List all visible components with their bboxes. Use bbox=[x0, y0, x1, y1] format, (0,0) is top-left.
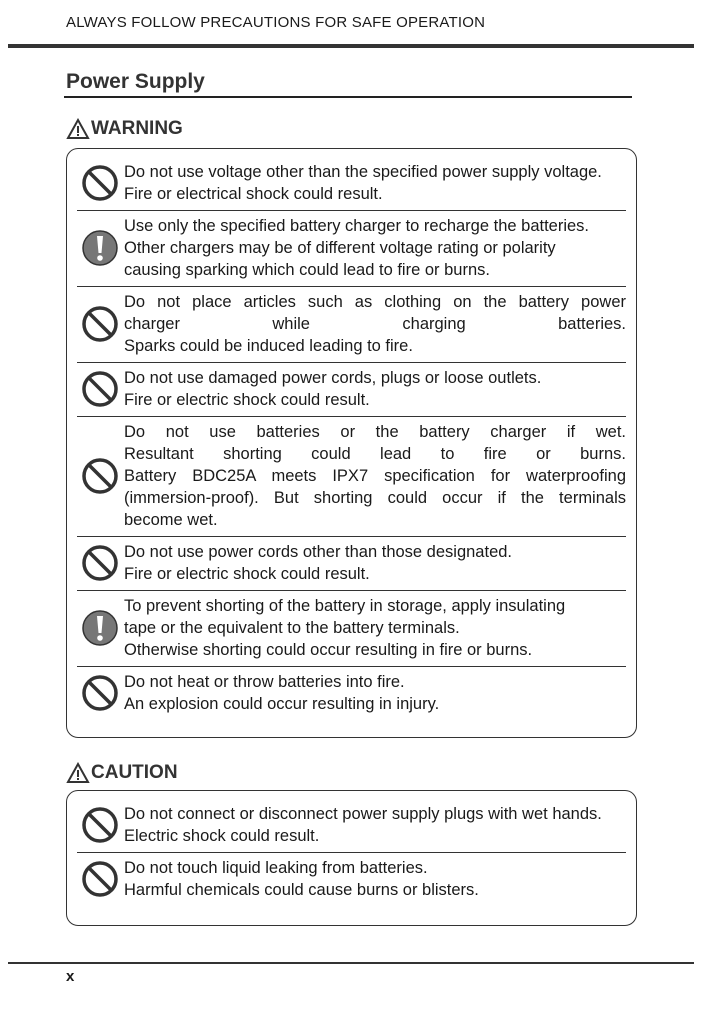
text-line: Do not place articles such as clothing on the battery power bbox=[124, 293, 626, 311]
text-line: To prevent shorting of the battery in storage, apply insulating bbox=[124, 597, 566, 615]
text-line: Electric shock could result. bbox=[124, 827, 320, 845]
footer-rule bbox=[8, 962, 694, 964]
caution-box bbox=[66, 790, 637, 926]
text-line: Do not use power cords other than those designated. bbox=[124, 543, 512, 561]
text-line: charger while charging batteries. bbox=[124, 315, 626, 333]
title-rule bbox=[64, 96, 632, 98]
precaution-item bbox=[77, 799, 626, 853]
precaution-item bbox=[77, 591, 626, 667]
text-line: Fire or electric shock could result. bbox=[124, 565, 370, 583]
prohibited-icon bbox=[77, 543, 123, 583]
text-line: Battery BDC25A meets IPX7 specification for waterproofing bbox=[124, 467, 626, 485]
text-line: Fire or electric shock could result. bbox=[124, 391, 370, 409]
warning-box bbox=[66, 148, 637, 738]
mandatory-icon bbox=[77, 608, 123, 648]
mandatory-icon bbox=[77, 228, 123, 268]
prohibited-icon bbox=[77, 304, 123, 344]
text-line: Otherwise shorting could occur resulting in fire or burns. bbox=[124, 641, 533, 659]
precaution-text bbox=[123, 161, 626, 205]
precaution-text bbox=[123, 595, 626, 661]
text-line: Do not use voltage other than the specified power supply voltage. bbox=[124, 163, 602, 181]
warning-heading bbox=[66, 118, 183, 140]
precaution-item bbox=[77, 667, 626, 720]
text-line: Do not use batteries or the battery charger if wet. bbox=[124, 423, 626, 441]
precaution-text bbox=[123, 671, 626, 715]
prohibited-icon bbox=[77, 369, 123, 409]
precaution-item bbox=[77, 287, 626, 363]
precaution-item bbox=[77, 853, 626, 906]
caution-heading-text: CAUTION bbox=[91, 762, 178, 783]
text-line: Other chargers may be of different voltage rating or polarity bbox=[124, 239, 556, 257]
prohibited-icon bbox=[77, 456, 123, 496]
text-line: Use only the specified battery charger to recharge the batteries. bbox=[124, 217, 590, 235]
text-line: (immersion-proof). But shorting could occur if the terminals bbox=[124, 489, 626, 507]
warning-heading-text: WARNING bbox=[91, 118, 183, 139]
page-title: Power Supply bbox=[66, 70, 205, 93]
caution-heading bbox=[66, 762, 178, 784]
precaution-text bbox=[123, 541, 626, 585]
prohibited-icon bbox=[77, 673, 123, 713]
prohibited-icon bbox=[77, 859, 123, 899]
header-rule bbox=[8, 44, 694, 48]
text-line: Do not heat or throw batteries into fire. bbox=[124, 673, 405, 691]
text-line: become wet. bbox=[124, 511, 218, 529]
text-line: An explosion could occur resulting in injury. bbox=[124, 695, 440, 713]
text-line: tape or the equivalent to the battery terminals. bbox=[124, 619, 460, 637]
precaution-text bbox=[123, 291, 626, 357]
precaution-item bbox=[77, 363, 626, 417]
prohibited-icon bbox=[77, 805, 123, 845]
precaution-text bbox=[123, 421, 626, 531]
precaution-item bbox=[77, 417, 626, 537]
text-line: Do not use damaged power cords, plugs or loose outlets. bbox=[124, 369, 542, 387]
text-line: Fire or electrical shock could result. bbox=[124, 185, 383, 203]
text-line: causing sparking which could lead to fire or burns. bbox=[124, 261, 490, 279]
precaution-item bbox=[77, 157, 626, 211]
precaution-item bbox=[77, 211, 626, 287]
running-header: ALWAYS FOLLOW PRECAUTIONS FOR SAFE OPERATION bbox=[66, 14, 486, 31]
warning-triangle-icon bbox=[66, 118, 90, 140]
text-line: Do not connect or disconnect power supply plugs with wet hands. bbox=[124, 805, 602, 823]
text-line: Do not touch liquid leaking from batteries. bbox=[124, 859, 428, 877]
text-line: Sparks could be induced leading to fire. bbox=[124, 337, 413, 355]
precaution-text bbox=[123, 857, 626, 901]
precaution-text bbox=[123, 367, 626, 411]
precaution-text bbox=[123, 803, 626, 847]
page-number: x bbox=[66, 968, 75, 985]
text-line: Resultant shorting could lead to fire or burns. bbox=[124, 445, 626, 463]
warning-triangle-icon bbox=[66, 762, 90, 784]
prohibited-icon bbox=[77, 163, 123, 203]
precaution-text bbox=[123, 215, 626, 281]
text-line: Harmful chemicals could cause burns or blisters. bbox=[124, 881, 479, 899]
precaution-item bbox=[77, 537, 626, 591]
